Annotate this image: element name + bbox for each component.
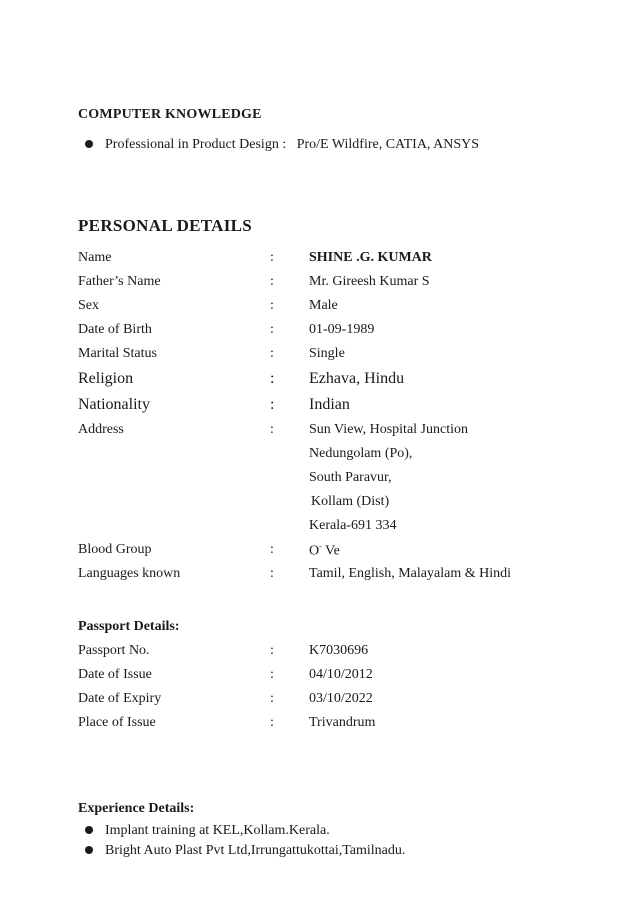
detail-row-father: [78, 274, 598, 294]
passport-row-number: [78, 643, 598, 663]
detail-colon: :: [270, 643, 274, 658]
detail-colon: :: [270, 715, 274, 730]
detail-label: Date of Issue: [78, 667, 152, 682]
detail-row-blood-group: [78, 542, 598, 562]
detail-colon: :: [270, 370, 275, 387]
computer-knowledge-heading: COMPUTER KNOWLEDGE: [78, 107, 262, 122]
passport-row-place: [78, 715, 598, 735]
detail-value: Indian: [309, 396, 350, 413]
address-line: Kerala-691 334: [309, 518, 397, 533]
detail-label: Passport No.: [78, 643, 150, 658]
detail-value: Single: [309, 346, 345, 361]
blood-group-rest: Ve: [321, 543, 340, 559]
experience-heading: Experience Details:: [78, 801, 195, 816]
detail-label: Place of Issue: [78, 715, 156, 730]
bullet-icon: [85, 140, 93, 148]
computer-knowledge-item: [85, 137, 479, 153]
detail-value: Tamil, English, Malayalam & Hindi: [309, 566, 511, 581]
detail-label: Languages known: [78, 566, 181, 581]
detail-row-religion: [78, 370, 598, 390]
ck-item-value: Pro/E Wildfire, CATIA, ANSYS: [296, 137, 480, 152]
address-line: Kollam (Dist): [311, 494, 390, 509]
detail-colon: :: [270, 250, 274, 265]
blood-group-base: O: [309, 543, 320, 559]
detail-label: Date of Birth: [78, 322, 152, 337]
detail-label: Name: [78, 250, 112, 265]
detail-value: 03/10/2022: [309, 691, 373, 706]
detail-row-nationality: [78, 396, 598, 416]
address-line: Nedungolam (Po),: [309, 446, 413, 461]
bullet-icon: [85, 826, 93, 834]
detail-value: 01-09-1989: [309, 322, 375, 337]
detail-label: Blood Group: [78, 542, 152, 557]
passport-row-issue-date: [78, 667, 598, 687]
detail-value: Ezhava, Hindu: [309, 370, 405, 387]
detail-row-dob: [78, 322, 598, 342]
detail-label: Marital Status: [78, 346, 157, 361]
passport-heading: Passport Details:: [78, 619, 180, 634]
detail-row-address: [78, 422, 598, 442]
detail-label: Address: [78, 422, 124, 437]
detail-label: Sex: [78, 298, 99, 313]
detail-colon: :: [270, 298, 274, 313]
detail-value: SHINE .G. KUMAR: [309, 250, 432, 265]
detail-colon: :: [270, 667, 274, 682]
passport-row-expiry-date: [78, 691, 598, 711]
detail-row-marital: [78, 346, 598, 366]
ck-item-label: Professional in Product Design :: [105, 137, 287, 152]
detail-value: 04/10/2012: [309, 667, 373, 682]
experience-item: [85, 843, 405, 859]
detail-value: [309, 542, 340, 560]
detail-value: Mr. Gireesh Kumar S: [309, 274, 430, 289]
detail-colon: :: [270, 566, 274, 581]
detail-colon: :: [270, 322, 274, 337]
address-line: South Paravur,: [309, 470, 392, 485]
detail-colon: :: [270, 542, 274, 557]
detail-row-languages: [78, 566, 598, 586]
detail-value: Sun View, Hospital Junction: [309, 422, 468, 437]
experience-text: Bright Auto Plast Pvt Ltd,Irrungattukottai,Tamilnadu.: [105, 843, 406, 858]
experience-item: [85, 823, 330, 839]
blood-group-sup: -: [319, 542, 322, 551]
detail-row-sex: [78, 298, 598, 318]
detail-value: K7030696: [309, 643, 369, 658]
experience-text: Implant training at KEL,Kollam.Kerala.: [105, 823, 330, 838]
detail-value: Male: [309, 298, 338, 313]
personal-details-heading: PERSONAL DETAILS: [78, 216, 253, 235]
detail-label: Nationality: [78, 396, 150, 413]
detail-label: Religion: [78, 370, 134, 387]
bullet-icon: [85, 846, 93, 854]
detail-colon: :: [270, 346, 274, 361]
detail-label: Father’s Name: [78, 274, 161, 289]
detail-colon: :: [270, 274, 274, 289]
detail-colon: :: [270, 691, 274, 706]
detail-value: Trivandrum: [309, 715, 376, 730]
detail-colon: :: [270, 422, 274, 437]
detail-colon: :: [270, 396, 275, 413]
detail-row-name: [78, 250, 598, 270]
detail-label: Date of Expiry: [78, 691, 162, 706]
